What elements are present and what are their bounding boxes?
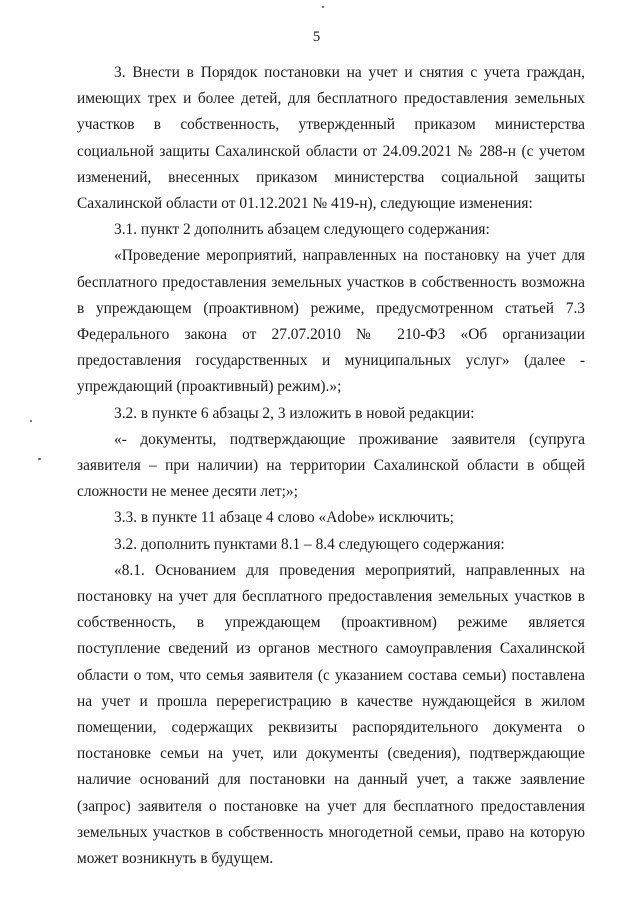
paragraph-quote-proactive: «Проведение мероприятий, направленных на постановку на учет для бесплатного предоставления земельных участков в собственность возможна в упреждающем (проактивном) режиме, предусмотренном статьей 7.3 Федерального закона от 27.07.2010 № 210-ФЗ «Об организации предоставления государственных и муниципальных услуг» (далее - упреждающий (проактивный) режим).»; — [77, 247, 585, 396]
scan-speck — [322, 6, 324, 8]
paragraph-subitem-3-2-add: 3.2. дополнить пунктами 8.1 – 8.4 следующего содержания: — [114, 535, 505, 553]
paragraph-quote-documents: «- документы, подтверждающие проживание заявителя (супруга заявителя – при наличии) на территории Сахалинской области в общей сложности не менее десяти лет;»; — [77, 430, 585, 501]
paragraph-subitem-3-3: 3.3. в пункте 11 абзаце 4 слово «Adobe» исключить; — [114, 509, 454, 527]
page-number: 5 — [312, 29, 321, 45]
paragraph-item-3: 3. Внести в Порядок постановки на учет и снятия с учета граждан, имеющих трех и более детей, для бесплатного предоставления земельных участков в собственность, утвержденный приказом министерства социальной защиты Сахалинской области от 24.09.2021 № 288-н (с учетом изменений, внесенных приказом министерства социальной защиты Сахалинской области от 01.12.2021 № 419-н), следующие изменения: — [77, 64, 585, 213]
scan-speck — [38, 458, 41, 460]
scan-speck — [30, 420, 32, 422]
paragraph-subitem-3-1: 3.1. пункт 2 дополнить абзацем следующего содержания: — [114, 221, 490, 239]
document-body — [77, 60, 585, 872]
paragraph-subitem-3-2: 3.2. в пункте 6 абзацы 2, 3 изложить в новой редакции: — [114, 404, 475, 422]
paragraph-quote-8-1: «8.1. Основанием для проведения мероприятий, направленных на постановку на учет для бесплатного предоставления земельных участков в собственность, в упреждающем (проактивном) режиме является поступление сведений из органов местного самоуправления Сахалинской области о том, что семья заявителя (с указанием состава семьи) поставлена на учет и прошла перерегистрацию в качестве нуждающейся в жилом помещении, содержащих реквизиты распорядительного документа о постановке семьи на учет, или документы (сведения), подтверждающие наличие оснований для постановки на данный учет, а также заявление (запрос) заявителя о постановке на учет для бесплатного предоставления земельных участков в собственность многодетной семьи, право на которую может возникнуть в будущем. — [77, 561, 585, 868]
